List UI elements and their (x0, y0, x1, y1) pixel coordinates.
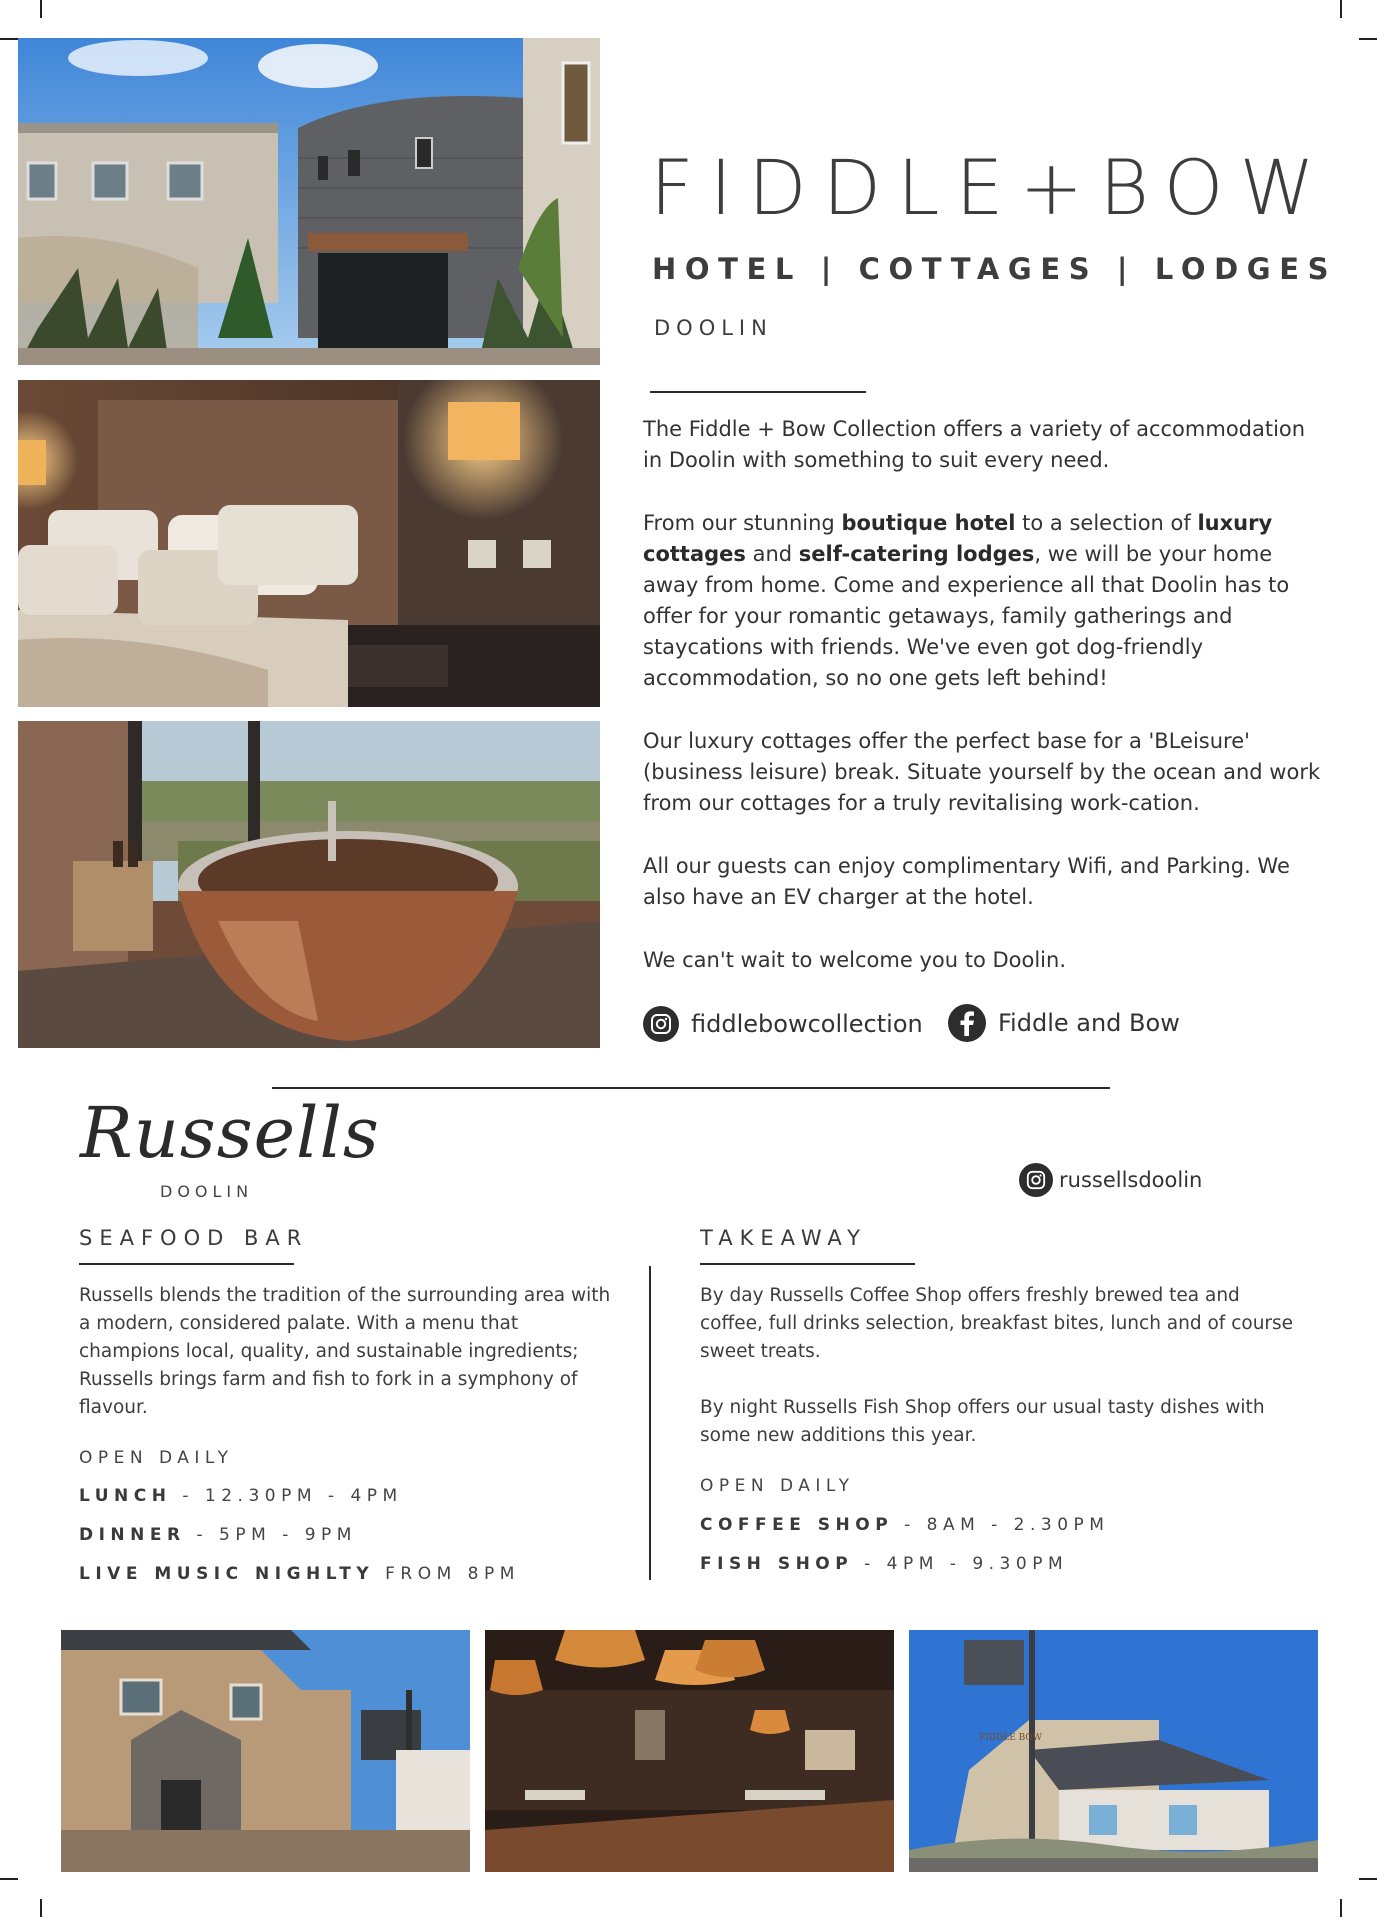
fiddle-bow-subtitle: HOTEL | COTTAGES | LODGES (652, 252, 1338, 286)
section-divider (272, 1087, 1110, 1089)
crop-mark-top-left (40, 0, 42, 18)
seafood-bar-heading: SEAFOOD BAR (79, 1226, 309, 1250)
fiddle-bow-bleisure: Our luxury cottages offer the perfect base for a 'BLeisure' (business leisure) break. Situate yourself by the ocean and work from our cottages for a truly revitalising work-cation. (643, 729, 1321, 815)
live-music-label: LIVE MUSIC NIGHLTY (79, 1564, 375, 1584)
takeaway-fish-description: By night Russells Fish Shop offers our usual tasty dishes with some new additions this year. (700, 1397, 1265, 1446)
instagram-icon (1019, 1163, 1053, 1197)
seafood-open-daily: OPEN DAILY (79, 1448, 234, 1468)
luxury-cottages-highlight: luxury cottages (643, 511, 1273, 566)
para-text: From our stunning (643, 511, 842, 535)
sign-text: FIDDLE BOW (979, 1733, 1043, 1743)
russells-instagram[interactable] (1019, 1163, 1202, 1197)
crop-mark-bottom-left (40, 1899, 42, 1917)
bedroom-photo (18, 380, 600, 707)
lunch-label: LUNCH (79, 1486, 172, 1506)
takeaway-heading: TAKEAWAY (700, 1226, 867, 1250)
fiddle-bow-welcome: We can't wait to welcome you to Doolin. (643, 948, 1066, 972)
crop-mark-top-right (1340, 0, 1342, 18)
seafood-bar-description: Russells blends the tradition of the surrounding area with a modern, considered palate. With a menu that champions local, quality, and sustainable ingredients; Russells brings farm and fish to fork in a symphony of flavour. (79, 1285, 611, 1418)
boutique-hotel-highlight: boutique hotel (841, 511, 1016, 535)
takeaway-heading-underline (700, 1263, 915, 1265)
crop-mark-left-bottom (0, 1878, 18, 1880)
russells-logo: Russells (80, 1092, 380, 1174)
crop-mark-right-top (1359, 38, 1377, 40)
fiddle-bow-facebook[interactable] (948, 1004, 1180, 1042)
crop-mark-bottom-right (1340, 1899, 1342, 1917)
seafood-dinner-hours (79, 1525, 357, 1545)
crop-mark-left-top (0, 38, 18, 40)
fish-shop-hours (700, 1554, 1068, 1574)
takeaway-coffee-description: By day Russells Coffee Shop offers freshly brewed tea and coffee, full drinks selection, breakfast bites, lunch and of course sweet treats. (700, 1285, 1294, 1362)
russells-logo-sub: DOOLIN (160, 1182, 254, 1201)
facebook-page-name: Fiddle and Bow (998, 1009, 1180, 1037)
dinner-time: - 5PM - 9PM (185, 1525, 357, 1545)
coffee-shop-hours (700, 1515, 1109, 1535)
live-music-time: FROM 8PM (374, 1564, 520, 1584)
fiddle-bow-instagram[interactable] (643, 1006, 923, 1042)
seafood-lunch-hours (79, 1486, 403, 1506)
fiddle-bow-title: FIDDLE+BOW (650, 143, 1331, 232)
fiddle-bow-sign-photo (909, 1630, 1318, 1872)
copper-bath-photo (18, 721, 600, 1048)
instagram-handle: fiddlebowcollection (691, 1010, 923, 1038)
takeaway-open-daily: OPEN DAILY (700, 1476, 855, 1496)
facebook-icon (948, 1004, 986, 1042)
seafood-heading-underline (79, 1263, 294, 1265)
instagram-icon (643, 1006, 679, 1042)
fish-shop-label: FISH SHOP (700, 1554, 854, 1574)
instagram-handle: russellsdoolin (1059, 1168, 1203, 1192)
hotel-exterior-photo (18, 38, 600, 365)
para-text: and (745, 542, 799, 566)
russells-exterior-photo (61, 1630, 470, 1872)
coffee-shop-time: - 8AM - 2.30PM (893, 1515, 1110, 1535)
coffee-shop-label: COFFEE SHOP (700, 1515, 894, 1535)
fiddle-bow-accommodation (643, 508, 1323, 694)
crop-mark-right-bottom (1359, 1878, 1377, 1880)
lunch-time: - 12.30PM - 4PM (171, 1486, 403, 1506)
fiddle-bow-divider (650, 391, 866, 393)
para-text: to a selection of (1015, 511, 1198, 535)
russells-interior-photo (485, 1630, 894, 1872)
seafood-live-music (79, 1564, 520, 1584)
fiddle-bow-amenities: All our guests can enjoy complimentary Wifi, and Parking. We also have an EV charger at the hotel. (643, 854, 1290, 909)
dinner-label: DINNER (79, 1525, 186, 1545)
para-text: , we will be your home away from home. Come and experience all that Doolin has to offer for your romantic getaways, family gatherings and staycations with friends. We've even got dog-friendly accommodation, so no one gets left behind! (643, 542, 1290, 690)
column-divider (649, 1266, 651, 1580)
self-catering-highlight: self-catering lodges (798, 542, 1035, 566)
fish-shop-time: - 4PM - 9.30PM (853, 1554, 1069, 1574)
fiddle-bow-intro: The Fiddle + Bow Collection offers a variety of accommodation in Doolin with something to suit every need. (643, 417, 1306, 472)
fiddle-bow-location: DOOLIN (654, 316, 773, 340)
